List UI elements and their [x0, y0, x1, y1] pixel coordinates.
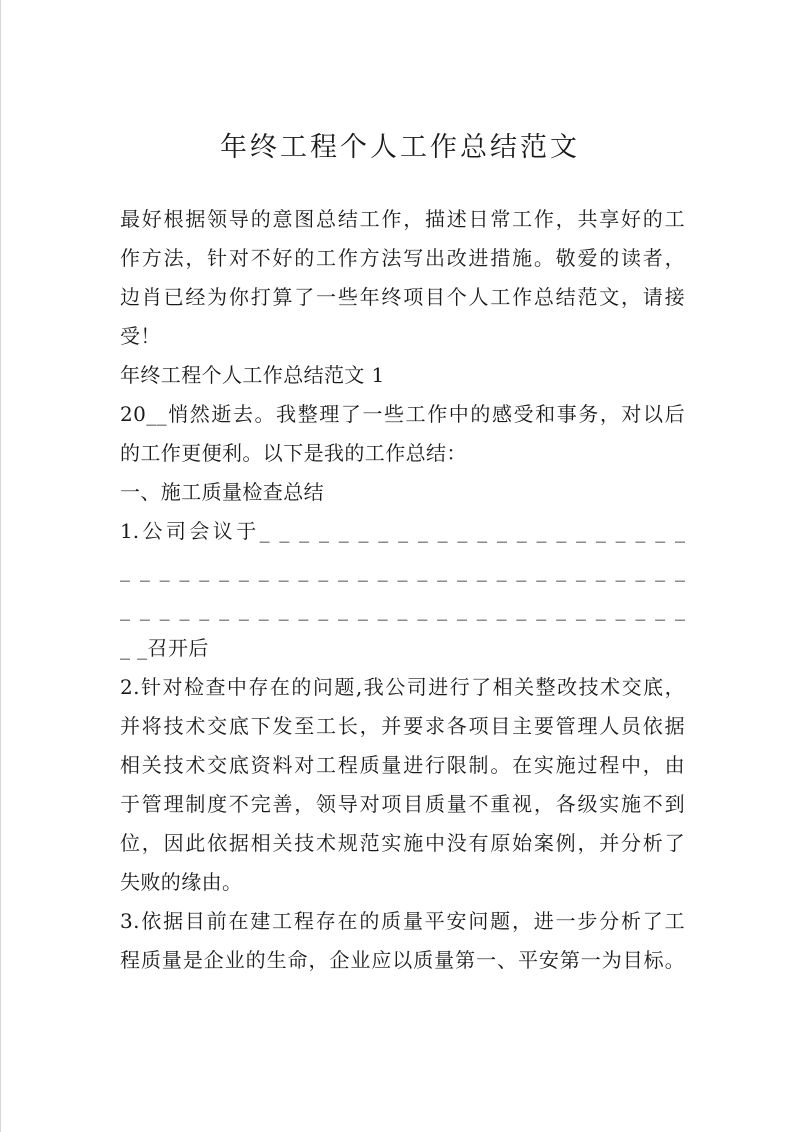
page-edge — [0, 0, 1, 1132]
paragraph-line: 并将技术交底下发至工长，并要求各项目主要管理人员依据 — [120, 714, 685, 738]
document-body — [120, 200, 685, 980]
paragraph-line: 最好根据领导的意图总结工作，描述日常工作，共享好的工 — [120, 207, 685, 231]
paragraph-line: 作方法，针对不好的工作方法写出改进措施。敬爱的读者， — [120, 246, 685, 270]
paragraph-line: 位，因此依据相关技术规范实施中没有原始案例，并分析了 — [120, 831, 685, 855]
paragraph-line: _ _召开后 — [120, 636, 209, 660]
paragraph-line: 2.针对检查中存在的问题,我公司进行了相关整改技术交底， — [120, 675, 685, 699]
blank-fill-line: _ _ _ _ _ _ _ _ _ _ _ _ _ _ _ _ _ _ _ _ _ _ _ _ _ _ _ _ _ — [120, 597, 685, 621]
blank-fill-line: 1.公司会议于_ _ _ _ _ _ _ _ _ _ _ _ _ _ _ _ _ _ _ _ _ _ — [120, 519, 685, 543]
paragraph-line: 20__悄然逝去。我整理了一些工作中的感受和事务，对以后 — [120, 402, 685, 426]
paragraph-line: 失败的缘由。 — [120, 870, 243, 894]
blank-fill-line: _ _ _ _ _ _ _ _ _ _ _ _ _ _ _ _ _ _ _ _ _ _ _ _ _ _ _ _ _ — [120, 558, 685, 582]
paragraph-line: 边肖已经为你打算了一些年终项目个人工作总结范文，请接 — [120, 285, 685, 309]
paragraph-line: 程质量是企业的生命，企业应以质量第一、平安第一为目标。 — [120, 948, 685, 972]
subsection-heading: 一、施工质量检查总结 — [120, 480, 324, 504]
paragraph-line: 3.依据目前在建工程存在的质量平安问题，进一步分析了工 — [120, 909, 685, 933]
paragraph-line: 受！ — [120, 324, 161, 348]
paragraph-line: 相关技术交底资料对工程质量进行限制。在实施过程中，由 — [120, 753, 685, 777]
document-title: 年终工程个人工作总结范文 — [220, 132, 580, 163]
section-heading: 年终工程个人工作总结范文 1 — [120, 363, 385, 387]
paragraph-line: 于管理制度不完善，领导对项目质量不重视，各级实施不到 — [120, 792, 685, 816]
paragraph-line: 的工作更便利。以下是我的工作总结： — [120, 441, 467, 465]
